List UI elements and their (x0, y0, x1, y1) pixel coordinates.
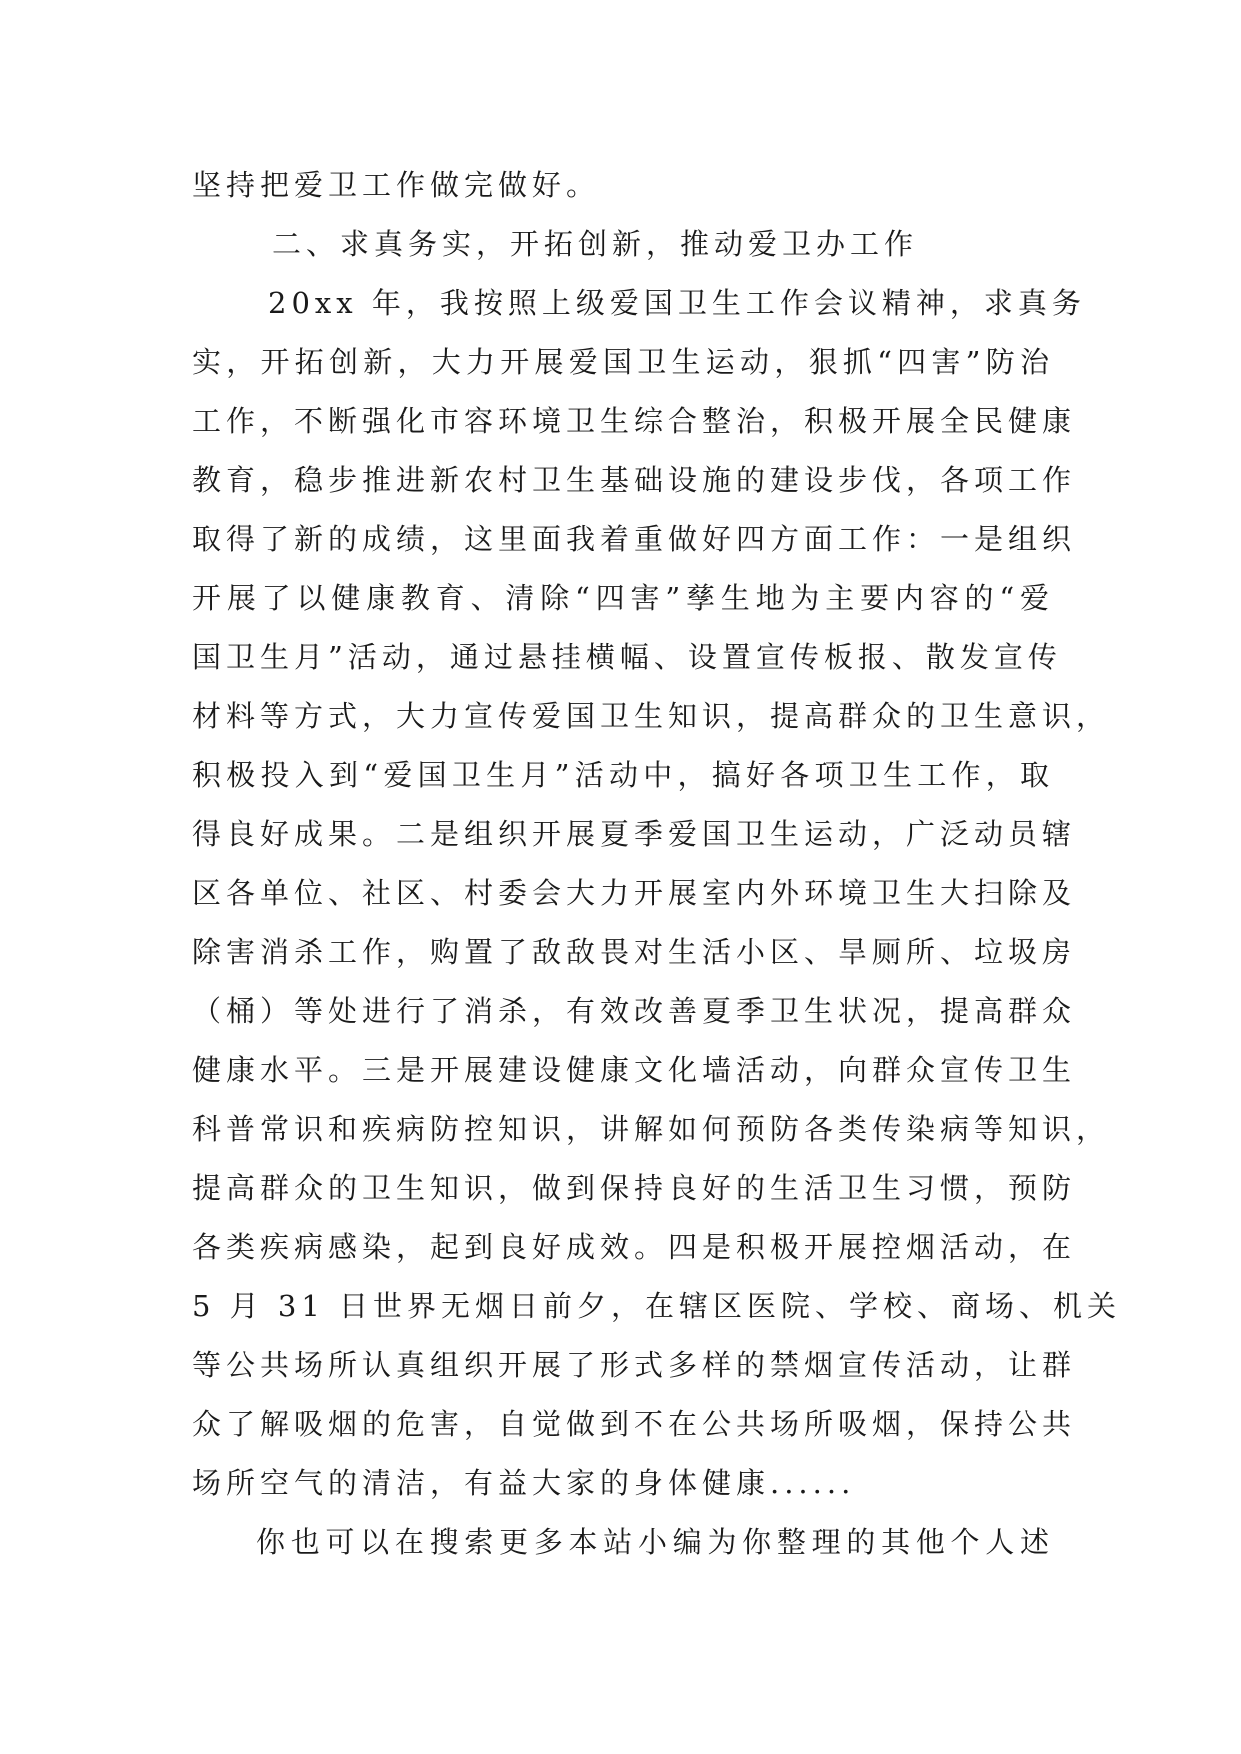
paragraph-line: 等公共场所认真组织开展了形式多样的禁烟宣传活动，让群 (192, 1348, 1077, 1382)
paragraph-line: 开展了以健康教育、清除“四害”孳生地为主要内容的“爱 (192, 581, 1054, 615)
paragraph-line: 工作，不断强化市容环境卫生综合整治，积极开展全民健康 (192, 404, 1077, 438)
document-body (192, 156, 1122, 1572)
paragraph-line: 材料等方式，大力宣传爱国卫生知识，提高群众的卫生意识， (192, 699, 1111, 733)
paragraph-line: 积极投入到“爱国卫生月”活动中，搞好各项卫生工作，取 (192, 758, 1054, 792)
paragraph-line: 众了解吸烟的危害，自觉做到不在公共场所吸烟，保持公共 (192, 1407, 1077, 1441)
paragraph-line: 实，开拓创新，大力开展爱国卫生运动，狠抓“四害”防治 (192, 345, 1054, 379)
paragraph-line: （桶）等处进行了消杀，有效改善夏季卫生状况，提高群众 (192, 994, 1077, 1028)
paragraph-line: 区各单位、社区、村委会大力开展室内外环境卫生大扫除及 (192, 876, 1077, 910)
paragraph-line: 5 月 31 日世界无烟日前夕，在辖区医院、学校、商场、机关 (192, 1289, 1122, 1323)
paragraph-line: 20xx 年，我按照上级爱国卫生工作会议精神，求真务 (268, 286, 1086, 320)
paragraph-line: 健康水平。三是开展建设健康文化墙活动，向群众宣传卫生 (192, 1053, 1077, 1087)
section-heading: 二、求真务实，开拓创新，推动爱卫办工作 (272, 227, 919, 261)
paragraph-line: 提高群众的卫生知识，做到保持良好的生活卫生习惯，预防 (192, 1171, 1077, 1205)
paragraph-line: 得良好成果。二是组织开展夏季爱国卫生运动，广泛动员辖 (192, 817, 1077, 851)
paragraph-line: 科普常识和疾病防控知识，讲解如何预防各类传染病等知识， (192, 1112, 1111, 1146)
paragraph-line: 各类疾病感染，起到良好成效。四是积极开展控烟活动，在 (192, 1230, 1077, 1264)
paragraph-line: 场所空气的清洁，有益大家的身体健康...... (192, 1466, 856, 1500)
paragraph-line: 取得了新的成绩，这里面我着重做好四方面工作：一是组织 (192, 522, 1077, 556)
main-paragraph (192, 274, 1122, 1513)
paragraph-line: 国卫生月”活动，通过悬挂横幅、设置宣传板报、散发宣传 (192, 640, 1062, 674)
continuation-line: 坚持把爱卫工作做完做好。 (192, 168, 601, 202)
paragraph-line: 教育，稳步推进新农村卫生基础设施的建设步伐，各项工作 (192, 463, 1077, 497)
paragraph-line: 除害消杀工作，购置了敌敌畏对生活小区、旱厕所、垃圾房 (192, 935, 1077, 969)
final-paragraph-line: 你也可以在搜索更多本站小编为你整理的其他个人述 (256, 1525, 1054, 1559)
